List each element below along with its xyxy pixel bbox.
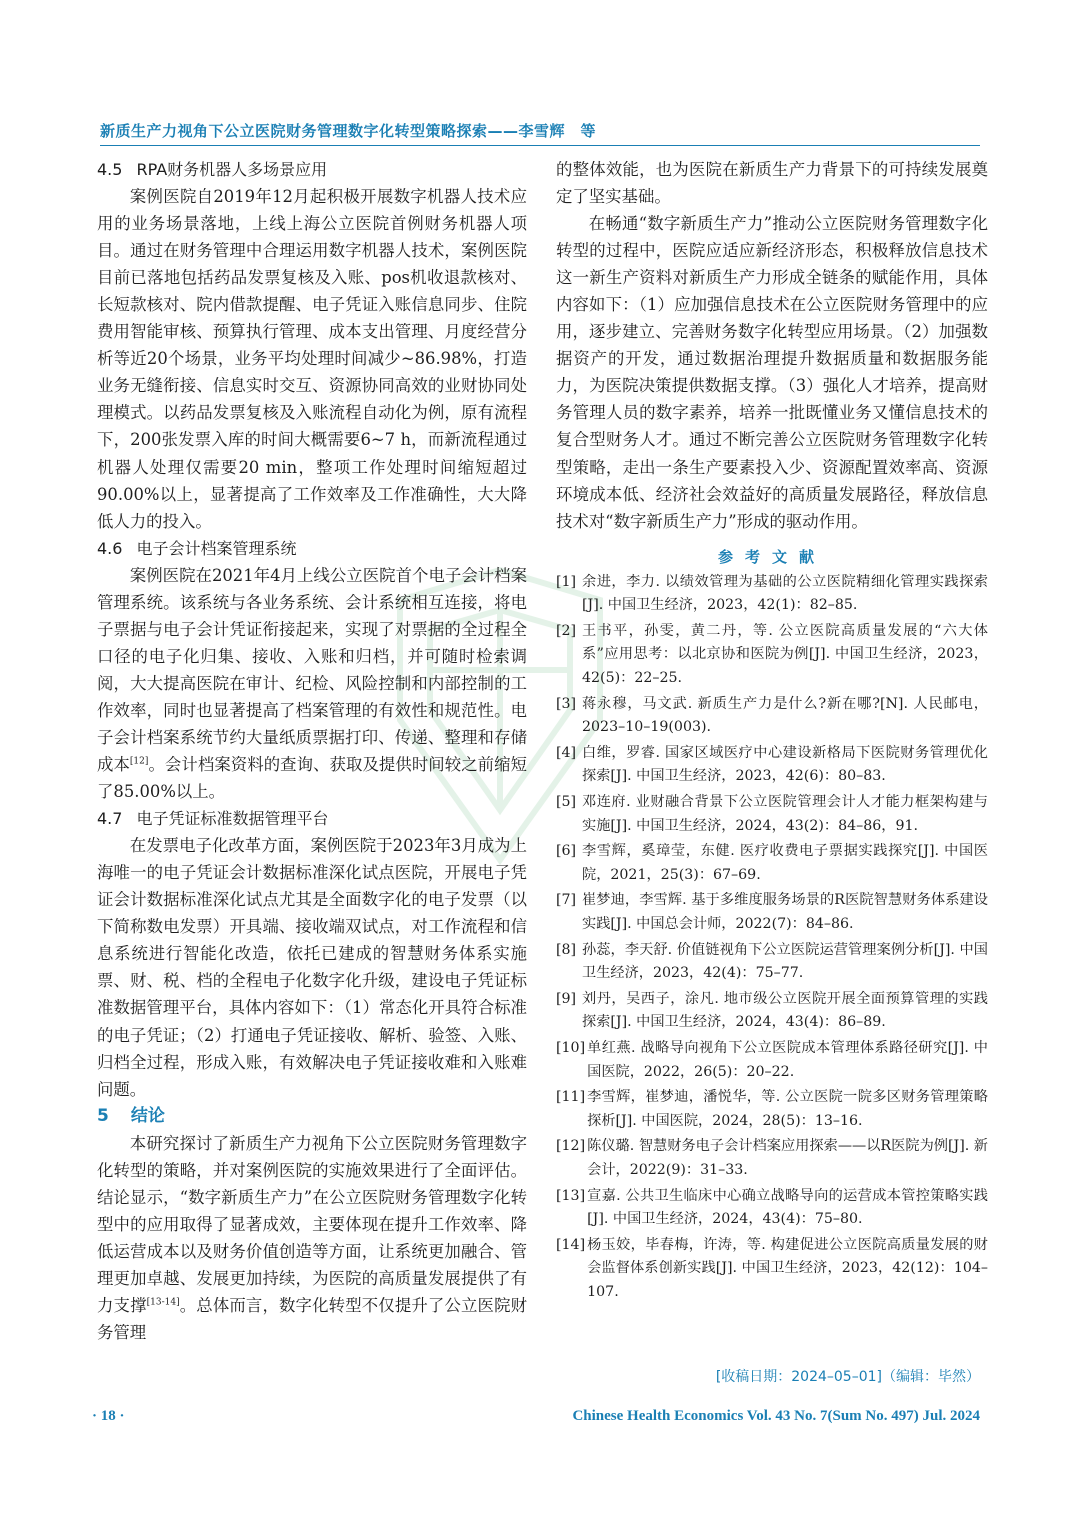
reference-item — [556, 571, 988, 618]
right-column — [556, 156, 988, 1306]
reference-item — [556, 939, 988, 986]
reference-text: 王书平，孙雯，黄二丹，等. 公立医院高质量发展的“六大体系”应用思考：以北京协和医院为例[J]. 中国卫生经济，2023，42(5)：22–25. — [582, 622, 988, 687]
running-head: 新质生产力视角下公立医院财务管理数字化转型策略探索——李雪辉 等 — [100, 122, 597, 140]
paragraph-text: 。总体而言，数字化转型不仅提升了公立医院财务管理 — [97, 1295, 528, 1343]
section-4-7-paragraph: 在发票电子化改革方面，案例医院于2023年3月成为上海唯一的电子凭证会计数据标准深化试点医院，开展电子凭证会计数据标准深化试点尤其是全面数字化的电子发票（以下简称数电发票）开具端、接收端双试点，对工作流程和信息系统进行智能化改造，依托已建成的智慧财务体系实施票、财、税、档的全程电子化数字化升级，建设电子凭证标准数据管理平台，具体内容如下：（1）常态化开具符合标准的电子凭证；（2）打通电子凭证接收、解析、验签、入账、归档全过程，形成入账，有效解决电子凭证接收难和入账难问题。 — [97, 836, 527, 1099]
reference-list — [556, 571, 988, 1305]
reference-number: [5] — [556, 794, 577, 810]
page-number: · 18 · — [92, 1408, 125, 1424]
reference-number: [3] — [556, 695, 577, 712]
reference-text: 刘丹，吴西子，涂凡. 地市级公立医院开展全面预算管理的实践探索[J]. 中国卫生经济，2024，43(4)：86–89. — [582, 990, 988, 1031]
reference-item — [556, 889, 988, 936]
reference-number: [10] — [556, 1039, 586, 1056]
section-4-6-heading — [97, 535, 527, 562]
conclusion-paragraph-2: 在畅通“数字新质生产力”推动公立医院财务管理数字化转型的过程中，医院应适应新经济形态，积极释放信息技术这一新生产资料对新质生产力形成全链条的赋能作用，具体内容如下：（1）应加强信息技术在公立医院财务管理中的应用，逐步建立、完善财务数字化转型应用场景。（2）加强数据资产的开发，通过数据治理提升数据质量和数据服务能力，为医院决策提供数据支撑。（3）强化人才培养，提高财务管理人员的数字素养，培养一批既懂业务又懂信息技术的复合型财务人才。通过不断完善公立医院财务管理数字化转型策略，走出一条生产要素投入少、资源配置效率高、资源环境成本低、经济社会效益好的高质量发展路径，释放信息技术对“数字新质生产力”形成的驱动作用。 — [556, 214, 988, 531]
paragraph-text: 案例医院在2021年4月上线公立医院首个电子会计档案管理系统。该系统与各业务系统、会计系统相互连接，将电子票据与电子会计凭证衔接起来，实现了对票据的全过程全口径的电子化归集、接收、入账和归档，并可随时检索调阅，大大提高医院在审计、纪检、风险控制和内部控制的工作效率，同时也显著提高了档案管理的有效性和规范性。电子会计档案系统节约大量纸质票据打印、传递、整理和存储成本 — [97, 565, 527, 775]
reference-number: [6] — [556, 843, 577, 860]
reference-number: [11] — [556, 1089, 586, 1106]
reference-item — [556, 1234, 988, 1305]
section-4-5-paragraph: 案例医院自2019年12月起积极开展数字机器人技术应用的业务场景落地，上线上海公立医院首例财务机器人项目。通过在财务管理中合理运用数字机器人技术，案例医院目前已落地包括药品发票复核及入账、pos机收退款核对、长短款核对、院内借款提醒、电子凭证入账信息同步、住院费用智能审核、预算执行管理、成本支出管理、月度经营分析等近20个场景，业务平均处理时间减少~86.98%，打造业务无缝衔接、信息实时交互、资源协同高效的业财协同处理模式。以药品发票复核及入账流程自动化为例，原有流程下，200张发票入库的时间大概需要6~7 h，而新流程通过机器人处理仅需要20 min，整项工作处理时间缩短超过90.00%以上，显著提高了工作效率及工作准确性，大大降低人力的投入。 — [97, 187, 527, 531]
reference-item — [556, 742, 988, 789]
reference-text: 李雪辉，崔梦迪，潘悦华，等. 公立医院一院多区财务管理策略探析[J]. 中国医院，2024，28(5)：13–16. — [587, 1089, 988, 1129]
reference-number: [9] — [556, 990, 577, 1007]
citation: [13-14] — [146, 1297, 180, 1308]
reference-item — [556, 620, 988, 691]
reference-text: 余进，李力. 以绩效管理为基础的公立医院精细化管理实践探索[J]. 中国卫生经济，2023，42(1)：82–85. — [582, 573, 988, 614]
citation: [12] — [129, 756, 149, 767]
reference-text: 孙蕊，李天舒. 价值链视角下公立医院运营管理案例分析[J]. 中国卫生经济，2023，42(4)：75–77. — [582, 941, 988, 982]
paragraph-text: 本研究探讨了新质生产力视角下公立医院财务管理数字化转型的策略，并对案例医院的实施效果进行了全面评估。结论显示，“数字新质生产力”在公立医院财务管理数字化转型中的应用取得了显著成效，主要体现在提升工作效率、降低运营成本以及财务价值创造等方面，让系统更加融合、管理更加卓越、发展更加持续，为医院的高质量发展提供了有力支撑 — [97, 1133, 527, 1315]
reference-item — [556, 1185, 988, 1232]
reference-number: [1] — [556, 573, 577, 590]
conclusion-paragraph — [97, 1130, 527, 1346]
section-title: RPA财务机器人多场景应用 — [136, 160, 328, 179]
references-heading: 参考文献 — [717, 547, 826, 566]
reference-text: 邓连府. 业财融合背景下公立医院管理会计人才能力框架构建与实施[J]. 中国卫生经济，2024，43(2)：84–86，91. — [582, 794, 988, 834]
journal-citation: Chinese Health Economics Vol. 43 No. 7(Sum No. 497) Jul. 2024 — [572, 1408, 980, 1424]
reference-number: [8] — [556, 941, 577, 958]
reference-item — [556, 840, 988, 887]
reference-text: 陈仪璐. 智慧财务电子会计档案应用探索——以R医院为例[J]. 新会计，2022(9)：31–33. — [587, 1138, 988, 1178]
reference-text: 崔梦迪，李雪辉. 基于多维度服务场景的R医院智慧财务体系建设实践[J]. 中国总会计师，2022(7)：84–86. — [582, 892, 988, 932]
section-number: 4.5 — [97, 160, 123, 179]
left-column — [97, 156, 527, 1346]
section-4-7-heading — [97, 805, 527, 832]
reference-text: 杨玉姣，毕春梅，许涛，等. 构建促进公立医院高质量发展的财会监督体系创新实践[J]. 中国卫生经济，2023，42(12)：104–107. — [587, 1236, 988, 1300]
reference-text: 单红燕. 战略导向视角下公立医院成本管理体系路径研究[J]. 中国医院，2022，26(5)：20–22. — [587, 1039, 988, 1080]
section-title: 电子凭证标准数据管理平台 — [136, 809, 329, 829]
reference-item — [556, 693, 988, 740]
reference-text: 李雪辉，奚璋莹，东健. 医疗收费电子票据实践探究[J]. 中国医院，2021，25(3)：67–69. — [582, 843, 988, 883]
reference-item — [556, 1135, 988, 1182]
reference-item — [556, 988, 988, 1035]
reference-text: 宣嘉. 公共卫生临床中心确立战略导向的运营成本管控策略实践[J]. 中国卫生经济，2024，43(4)：75–80. — [587, 1187, 988, 1228]
header-rule — [100, 145, 980, 146]
section-number: 4.6 — [97, 538, 123, 558]
reference-number: [12] — [556, 1138, 586, 1155]
reference-number: [14] — [556, 1236, 586, 1253]
section-4-5-heading — [97, 156, 527, 183]
section-4-6-paragraph — [97, 562, 527, 805]
reference-item — [556, 791, 988, 838]
reference-number: [4] — [556, 744, 577, 761]
section-title: 结论 — [130, 1105, 165, 1126]
reference-item — [556, 1086, 988, 1133]
reference-number: [7] — [556, 892, 577, 909]
reference-number: [13] — [556, 1187, 586, 1204]
section-5-heading — [97, 1103, 527, 1130]
reference-text: 蒋永穆，马文武. 新质生产力是什么?新在哪?[N]. 人民邮电，2023–10–19(003). — [582, 695, 988, 736]
received-date-note: [收稿日期：2024–05–01]（编辑：毕然） — [715, 1369, 980, 1385]
section-number: 5 — [97, 1105, 109, 1126]
reference-number: [2] — [556, 622, 577, 639]
section-title: 电子会计档案管理系统 — [136, 538, 297, 558]
conclusion-continued: 的整体效能，也为医院在新质生产力背景下的可持续发展奠定了坚实基础。 — [556, 160, 988, 207]
paragraph-text: 。会计档案资料的查询、获取及提供时间较之前缩短了85.00%以上。 — [97, 755, 527, 802]
reference-text: 白维，罗睿. 国家区域医疗中心建设新格局下医院财务管理优化探索[J]. 中国卫生经济，2023，42(6)：80–83. — [582, 744, 988, 785]
reference-item — [556, 1037, 988, 1084]
section-number: 4.7 — [97, 809, 123, 829]
